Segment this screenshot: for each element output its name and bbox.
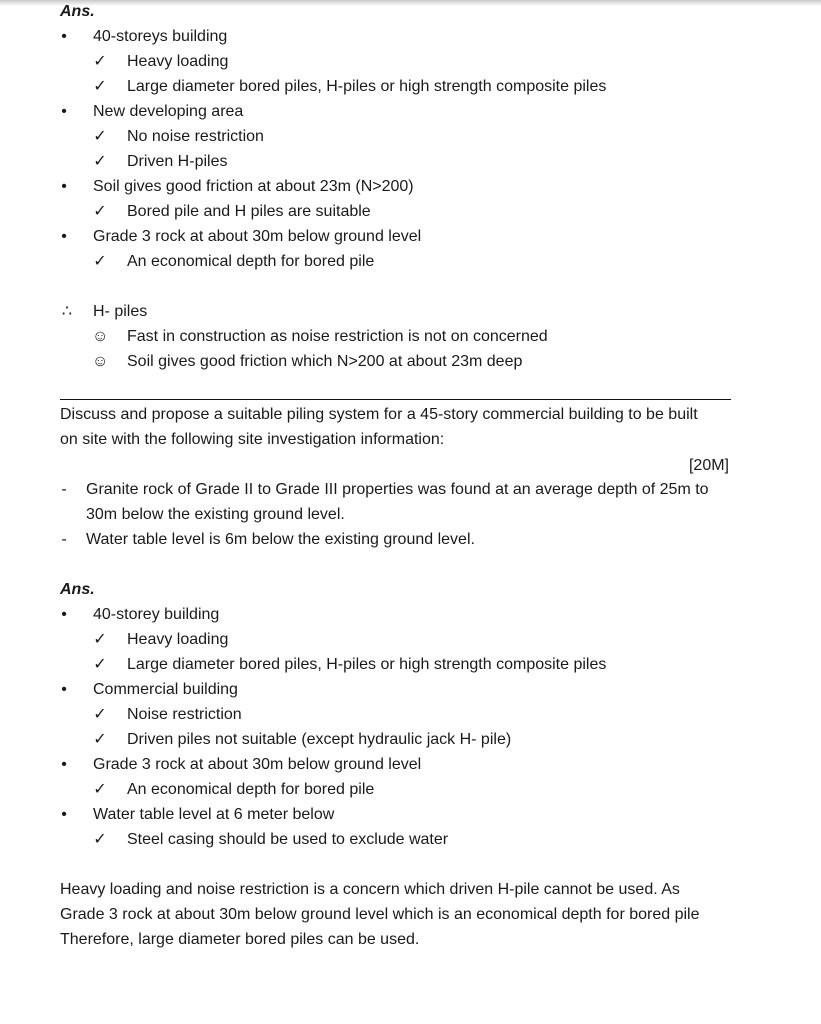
bullet-icon: • xyxy=(61,178,67,195)
dash-icon: - xyxy=(61,481,67,498)
check-icon: ✓ xyxy=(93,203,107,220)
list-item: Grade 3 rock at about 30m below ground level xyxy=(93,756,422,773)
ans-label: Ans. xyxy=(60,3,95,20)
check-item: Large diameter bored piles, H-piles or high strength composite piles xyxy=(127,78,607,95)
check-icon: ✓ xyxy=(93,128,107,145)
check-item: Heavy loading xyxy=(127,631,229,648)
check-item: An economical depth for bored pile xyxy=(127,781,375,798)
list-item: New developing area xyxy=(93,103,244,120)
check-item: Driven piles not suitable (except hydraulic jack H- pile) xyxy=(127,731,512,748)
list-item: 40-storey building xyxy=(93,606,220,623)
divider xyxy=(60,399,731,400)
check-icon: ✓ xyxy=(93,731,107,748)
check-item: Noise restriction xyxy=(127,706,242,723)
dash-icon: - xyxy=(61,531,67,548)
list-item: Soil gives good friction at about 23m (N>200) xyxy=(93,178,414,195)
check-icon: ✓ xyxy=(93,656,107,673)
bullet-icon: • xyxy=(61,606,67,623)
dash-item: Granite rock of Grade II to Grade III properties was found at an average depth of 25m to xyxy=(86,481,709,498)
paragraph-line: Heavy loading and noise restriction is a concern which driven H-pile cannot be used. As xyxy=(60,881,680,898)
list-item: Commercial building xyxy=(93,681,238,698)
question-line: Discuss and propose a suitable piling system for a 45-story commercial building to be built xyxy=(60,406,698,423)
question-line: on site with the following site investigation information: xyxy=(60,431,445,448)
paragraph-line: Grade 3 rock at about 30m below ground level which is an economical depth for bored pile xyxy=(60,906,700,923)
bullet-icon: • xyxy=(61,103,67,120)
check-item: Large diameter bored piles, H-piles or high strength composite piles xyxy=(127,656,607,673)
smiley-item: Fast in construction as noise restriction is not on concerned xyxy=(127,328,548,345)
check-item: Driven H-piles xyxy=(127,153,228,170)
dash-item-cont: 30m below the existing ground level. xyxy=(86,506,345,523)
check-icon: ✓ xyxy=(93,706,107,723)
conclusion: H- piles xyxy=(93,303,148,320)
top-shadow xyxy=(0,0,821,6)
check-item: Steel casing should be used to exclude water xyxy=(127,831,449,848)
list-item: Grade 3 rock at about 30m below ground level xyxy=(93,228,422,245)
dash-item: Water table level is 6m below the existing ground level. xyxy=(86,531,475,548)
smiley-icon: ☺ xyxy=(92,328,109,345)
check-item: Bored pile and H piles are suitable xyxy=(127,203,371,220)
check-icon: ✓ xyxy=(93,153,107,170)
ans-label: Ans. xyxy=(60,581,95,598)
bullet-icon: • xyxy=(61,681,67,698)
check-item: Heavy loading xyxy=(127,53,229,70)
list-item: Water table level at 6 meter below xyxy=(93,806,335,823)
smiley-item: Soil gives good friction which N>200 at about 23m deep xyxy=(127,353,523,370)
check-icon: ✓ xyxy=(93,631,107,648)
marks-label: [20M] xyxy=(688,457,729,474)
therefore-icon: ∴ xyxy=(61,303,73,320)
bullet-icon: • xyxy=(61,228,67,245)
check-icon: ✓ xyxy=(93,781,107,798)
check-item: No noise restriction xyxy=(127,128,264,145)
smiley-icon: ☺ xyxy=(92,353,109,370)
paragraph-line: Therefore, large diameter bored piles can be used. xyxy=(60,931,420,948)
bullet-icon: • xyxy=(61,756,67,773)
bullet-icon: • xyxy=(61,28,67,45)
check-icon: ✓ xyxy=(93,831,107,848)
list-item: 40-storeys building xyxy=(93,28,228,45)
check-icon: ✓ xyxy=(93,53,107,70)
bullet-icon: • xyxy=(61,806,67,823)
check-icon: ✓ xyxy=(93,78,107,95)
check-icon: ✓ xyxy=(93,253,107,270)
check-item: An economical depth for bored pile xyxy=(127,253,375,270)
